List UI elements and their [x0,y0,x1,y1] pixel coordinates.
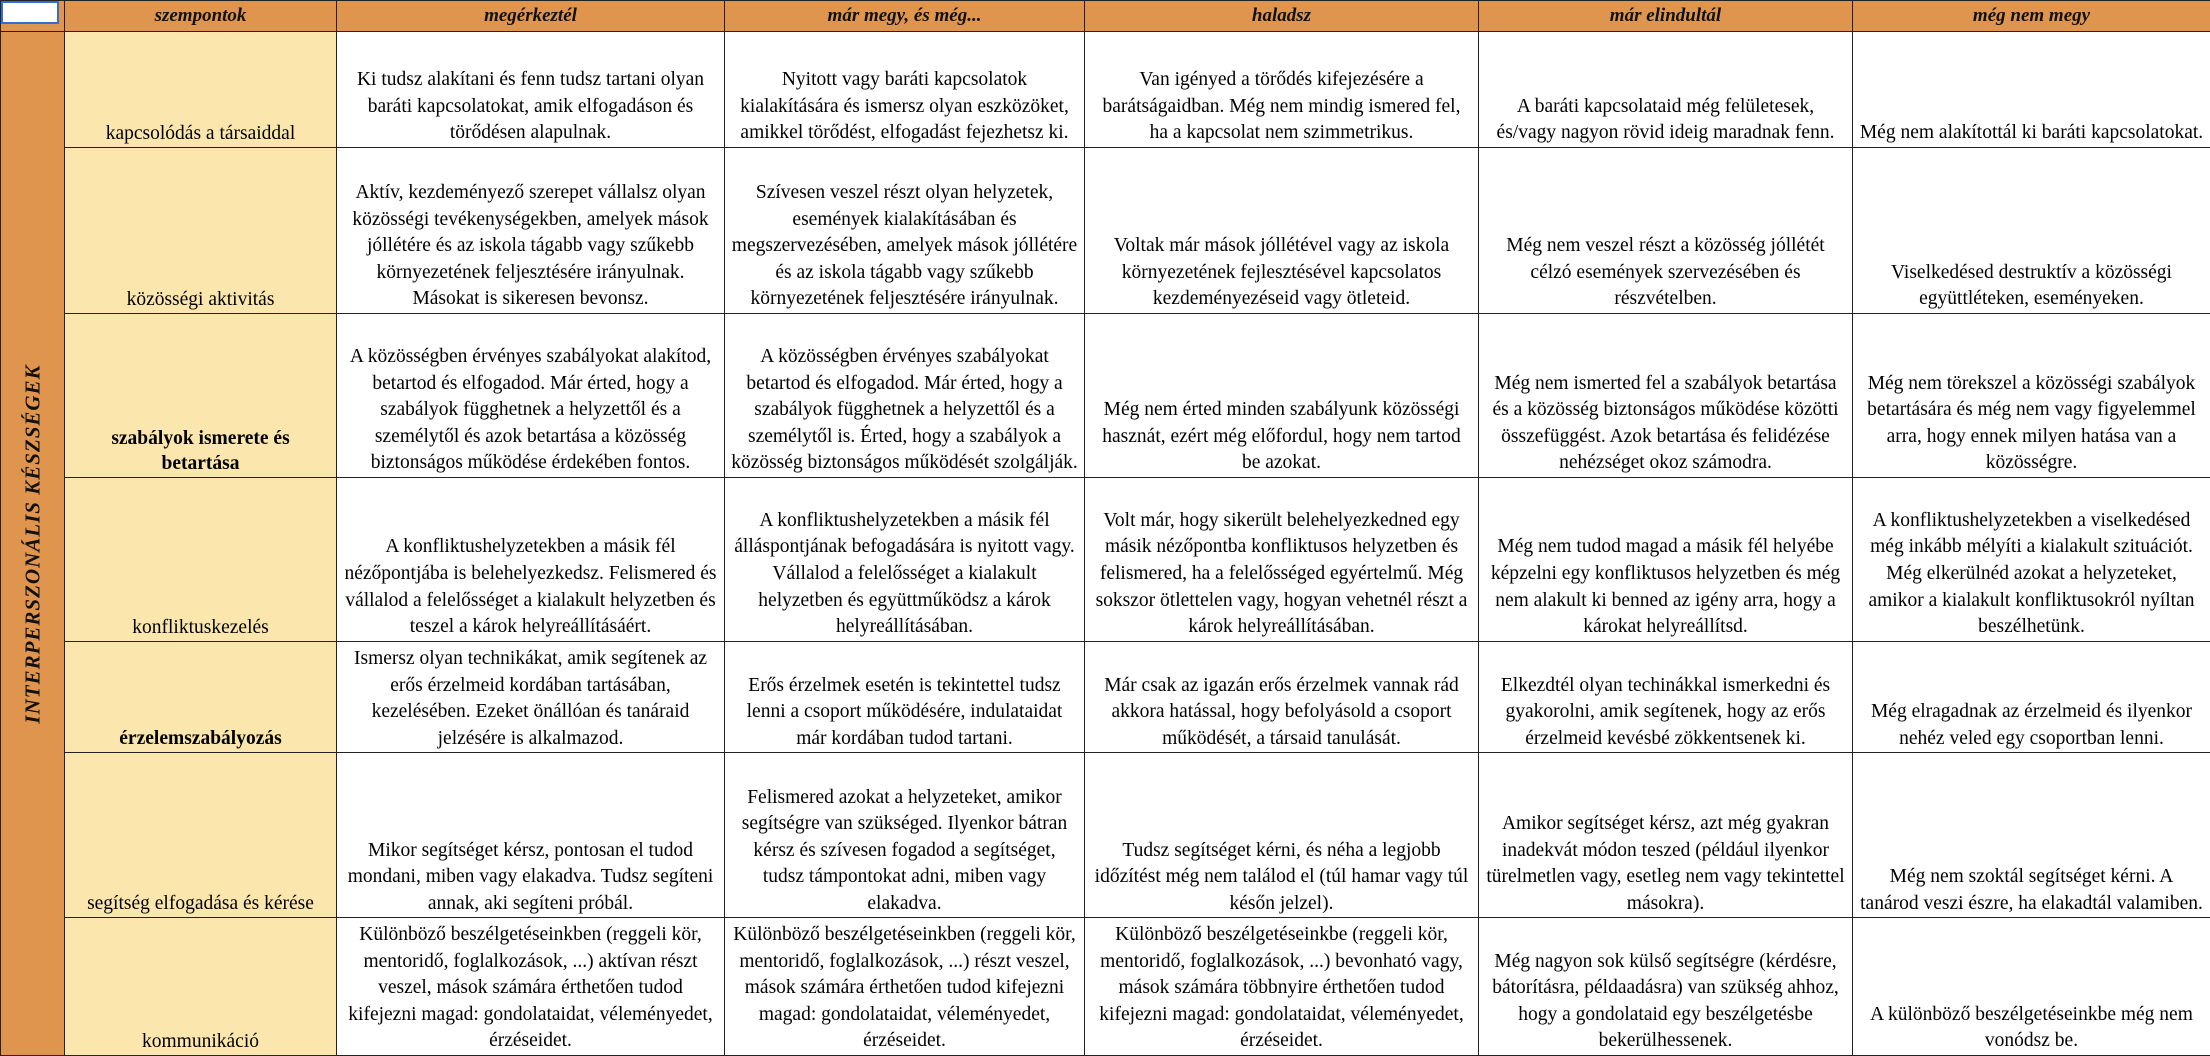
rubric-cell: Ismersz olyan technikákat, amik segítenek az erős érzelmeid kordában tartásában, kezelésében. Ezeket önállóan és tanáraid jelzésére is alkalmazod. [337,641,725,753]
criterion-cell: kommunikáció [65,918,337,1056]
table-row [1,477,2210,641]
rubric-cell: A különböző beszélgetéseinkbe még nem vonódsz be. [1853,918,2210,1056]
rubric-cell: Különböző beszélgetéseinkben (reggeli kör, mentoridő, foglalkozások, ...) részt veszel, mások számára érthetően tudod kifejezni magad: gondolataidat, véleményedet, érzéseidet. [725,918,1085,1056]
rubric-cell: Még nem ismerted fel a szabályok betartása és a közösség biztonságos működése közötti összefüggést. Azok betartása és felidézése nehézséget okoz számodra. [1479,313,1853,477]
rubric-cell: Viselkedésed destruktív a közösségi együttléteken, eseményeken. [1853,147,2210,313]
rubric-cell: Mikor segítséget kérsz, pontosan el tudod mondani, miben vagy elakadva. Tudsz segíteni annak, aki segíteni próbál. [337,753,725,918]
active-cell-selection[interactable] [1,1,59,24]
rubric-cell: Különböző beszélgetéseinkben (reggeli kör, mentoridő, foglalkozások, ...) aktívan részt veszel, mások számára érthetően tudod kifejezni magad: gondolataidat, véleményedet, érzéseidet. [337,918,725,1056]
rubric-cell: A konfliktushelyzetekben a viselkedésed még inkább mélyíti a kialakult szituációt. Még elkerülnéd azokat a helyzeteket, amikor a kialakult konfliktusokról nyíltan beszélhetünk. [1853,477,2210,641]
rubric-cell: Tudsz segítséget kérni, és néha a legjobb időzítést még nem találod el (túl hamar vagy túl későn jelzel). [1085,753,1479,918]
rubric-cell: Nyitott vagy baráti kapcsolatok kialakítására és ismersz olyan eszközöket, amikkel törődést, elfogadást fejezhetsz ki. [725,32,1085,148]
rubric-cell: Erős érzelmek esetén is tekintettel tudsz lenni a csoport működésére, indulataidat már kordában tudod tartani. [725,641,1085,753]
table-row [1,918,2210,1056]
header-szempontok: szempontok [65,1,337,32]
rubric-cell: Még nem tudod magad a másik fél helyébe képzelni egy konfliktusos helyzetben és még nem alakult ki benned az igény arra, hogy a károkat helyreállítsd. [1479,477,1853,641]
rubric-cell: Ki tudsz alakítani és fenn tudsz tartani olyan baráti kapcsolatokat, amik elfogadáson és törődésen alapulnak. [337,32,725,148]
criterion-cell: kapcsolódás a társaiddal [65,32,337,148]
rubric-cell: Különböző beszélgetéseinkbe (reggeli kör, mentoridő, foglalkozások, ...) bevonható vagy, mások számára többnyire érthetően tudod kifejezni magad: gondolataidat, véleményedet, érzéseidet. [1085,918,1479,1056]
rubric-cell: A baráti kapcsolataid még felületesek, és/vagy nagyon rövid ideig maradnak fenn. [1479,32,1853,148]
rubric-cell: A közösségben érvényes szabályokat alakítod, betartod és elfogadod. Már érted, hogy a szabályok függhetnek a helyzettől és a személytől és azok betartása a közösség biztonságos működése érdekében fontos. [337,313,725,477]
table-row [1,753,2210,918]
rubric-cell: Még nem érted minden szabályunk közösségi hasznát, ezért még előfordul, hogy nem tartod be azokat. [1085,313,1479,477]
rubric-cell: Van igényed a törődés kifejezésére a barátságaidban. Még nem mindig ismered fel, ha a kapcsolat nem szimmetrikus. [1085,32,1479,148]
criterion-cell: konfliktuskezelés [65,477,337,641]
header-mar-elindultal: már elindultál [1479,1,1853,32]
table-row [1,32,2210,148]
section-label: INTERPERSZONÁLIS KÉSZSÉGEK [20,363,44,724]
table-row [1,641,2210,753]
criterion-cell: szabályok ismerete és betartása [65,313,337,477]
rubric-cell: Még nem szoktál segítséget kérni. A tanárod veszi észre, ha elakadtál valamiben. [1853,753,2210,918]
rubric-cell: Még nem alakítottál ki baráti kapcsolatokat. [1853,32,2210,148]
header-haladsz: haladsz [1085,1,1479,32]
rubric-cell: A konfliktushelyzetekben a másik fél álláspontjának befogadására is nyitott vagy. Vállalod a felelősséget a kialakult helyzetben és együttműködsz a károk helyreállításában. [725,477,1085,641]
header-mar-megy: már megy, és még... [725,1,1085,32]
table-row [1,313,2210,477]
rubric-cell: Volt már, hogy sikerült belehelyezkedned egy másik nézőpontba konfliktusos helyzetben és felismered, ha a felelősséged egyértelmű. Még sokszor ötlettelen vagy, hogyan vehetnél részt a károk helyreállításában. [1085,477,1479,641]
criterion-cell: érzelemszabályozás [65,641,337,753]
rubric-cell: Elkezdtél olyan techinákkal ismerkedni és gyakorolni, amik segítenek, hogy az erős érzelmeid kevésbé zökkentsenek ki. [1479,641,1853,753]
rubric-cell: Még nem törekszel a közösségi szabályok betartására és még nem vagy figyelemmel arra, hogy ennek milyen hatása van a közösségre. [1853,313,2210,477]
rubric-cell: Még elragadnak az érzelmeid és ilyenkor nehéz veled egy csoportban lenni. [1853,641,2210,753]
rubric-cell: Még nagyon sok külső segítségre (kérdésre, bátorításra, példaadásra) van szükség ahhoz, hogy a gondolataid egy beszélgetésbe bekerülhessenek. [1479,918,1853,1056]
rubric-cell: Már csak az igazán erős érzelmek vannak rád akkora hatással, hogy befolyásold a csoport működését, a társaid tanulását. [1085,641,1479,753]
criterion-cell: közösségi aktivitás [65,147,337,313]
section-label-cell [1,32,65,1056]
rubric-cell: Voltak már mások jóllétével vagy az iskola környezetének fejlesztésével kapcsolatos kezdeményezéseid vagy ötleteid. [1085,147,1479,313]
criterion-cell: segítség elfogadása és kérése [65,753,337,918]
rubric-cell: A közösségben érvényes szabályokat betartod és elfogadod. Már érted, hogy a szabályok függhetnek a helyzettől és a személytől is. Érted, hogy a szabályok a közösség biztonságos működését szolgálják. [725,313,1085,477]
header-meg-nem-megy: még nem megy [1853,1,2210,32]
rubric-cell: Felismered azokat a helyzeteket, amikor segítségre van szükséged. Ilyenkor bátran kérsz és szívesen fogadod a segítséget, tudsz támpontokat adni, miben vagy elakadva. [725,753,1085,918]
rubric-cell: Aktív, kezdeményező szerepet vállalsz olyan közösségi tevékenységekben, amelyek mások jóllétére és az iskola tágabb vagy szűkebb környezetének feljesztésére irányulnak. Másokat is sikeresen bevonsz. [337,147,725,313]
header-megerkeztel: megérkeztél [337,1,725,32]
selection-corner-cell[interactable] [1,1,65,32]
table-row [1,147,2210,313]
rubric-cell: A konfliktushelyzetekben a másik fél nézőpontjába is belehelyezkedsz. Felismered és vállalod a felelősséget a kialakult helyzetben és teszel a károk helyreállításáért. [337,477,725,641]
rubric-cell: Amikor segítséget kérsz, azt még gyakran inadekvát módon teszed (például ilyenkor türelmetlen vagy, esetleg nem vagy tekintettel másokra). [1479,753,1853,918]
rubric-cell: Szívesen veszel részt olyan helyzetek, események kialakításában és megszervezésében, amelyek mások jóllétére és az iskola tágabb vagy szűkebb környezetének feljesztésére irányulnak. [725,147,1085,313]
header-row [1,1,2210,32]
rubric-cell: Még nem veszel részt a közösség jóllétét célzó események szervezésében és részvételben. [1479,147,1853,313]
